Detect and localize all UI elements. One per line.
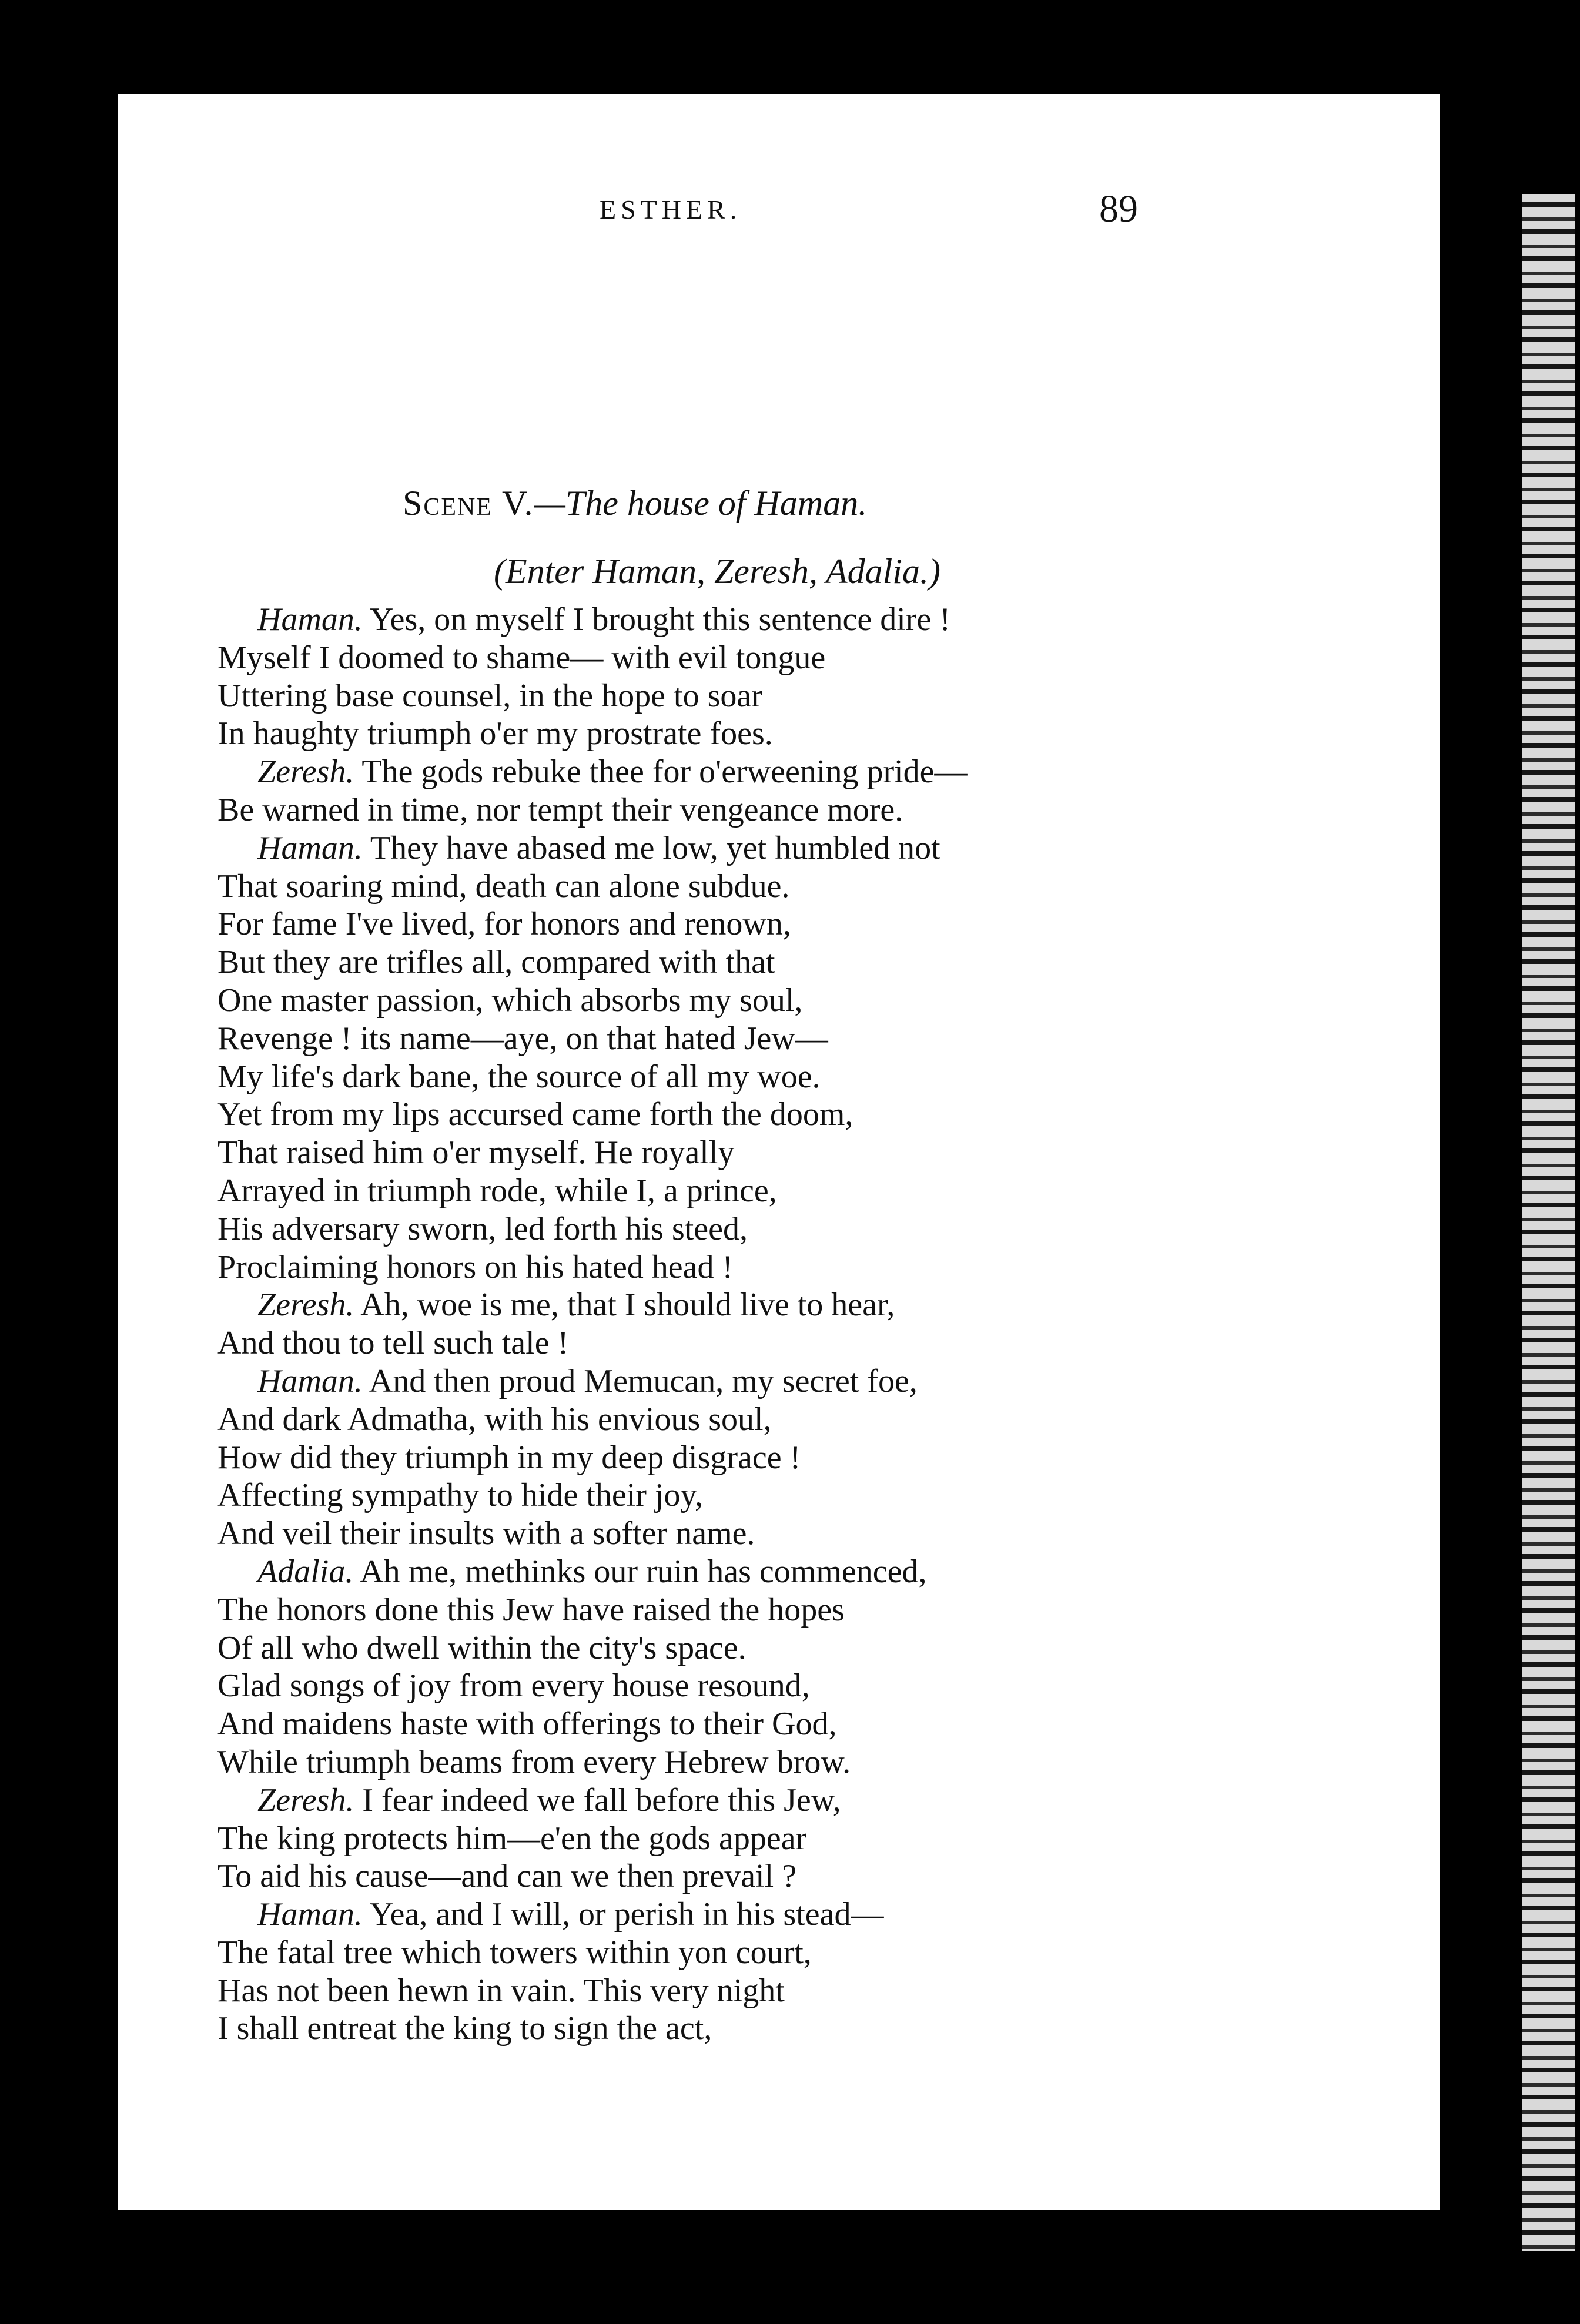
stage-direction: (Enter Haman, Zeresh, Adalia.): [494, 552, 940, 591]
verse-line: [217, 1705, 1170, 1743]
line-text: Yet from my lips accursed came forth the doom,: [217, 1096, 853, 1133]
line-text: The king protects him—e'en the gods appear: [217, 1820, 807, 1857]
verse-line: [217, 715, 1170, 753]
line-text: And dark Admatha, with his envious soul,: [217, 1401, 772, 1438]
speaker-name: Haman.: [257, 1362, 363, 1399]
line-text: Affecting sympathy to hide their joy,: [217, 1477, 703, 1514]
line-text: In haughty triumph o'er my prostrate foes.: [217, 715, 773, 752]
line-text: Revenge ! its name—aye, on that hated Jew—: [217, 1020, 828, 1057]
line-text: And thou to tell such tale !: [217, 1325, 569, 1362]
line-text: Of all who dwell within the city's space.: [217, 1629, 747, 1666]
verse-text: [217, 601, 1170, 2048]
verse-line: [217, 1096, 1170, 1134]
verse-line: [217, 1210, 1170, 1248]
line-text: Proclaiming honors on his hated head !: [217, 1248, 734, 1285]
running-head: [118, 94, 1440, 230]
verse-line: [217, 1058, 1170, 1096]
verse-line: [217, 1439, 1170, 1477]
line-text: They have abased me low, yet humbled not: [362, 829, 940, 866]
verse-line: [217, 829, 1170, 868]
line-text: And then proud Memucan, my secret foe,: [362, 1362, 918, 1399]
speaker-name: Zeresh.: [257, 1781, 354, 1819]
line-text: Uttering base counsel, in the hope to soar: [217, 677, 762, 714]
line-text: Glad songs of joy from every house resound,: [217, 1667, 810, 1705]
verse-line: [217, 1553, 1170, 1591]
line-text: To aid his cause—and can we then prevail ?: [217, 1858, 797, 1895]
line-text: Be warned in time, nor tempt their vengeance more.: [217, 791, 903, 828]
verse-line: [217, 1857, 1170, 1896]
line-text: For fame I've lived, for honors and renown,: [217, 906, 791, 943]
line-text: I fear indeed we fall before this Jew,: [354, 1781, 841, 1819]
speaker-name: Haman.: [257, 829, 363, 866]
verse-line: [217, 1972, 1170, 2010]
verse-line: [217, 1134, 1170, 1172]
line-text: The honors done this Jew have raised the hopes: [217, 1591, 845, 1628]
verse-line: [217, 1743, 1170, 1781]
line-text: And veil their insults with a softer name.: [217, 1515, 755, 1552]
verse-line: [217, 1401, 1170, 1439]
verse-line: [217, 1896, 1170, 1934]
verse-line: [217, 639, 1170, 677]
line-text: Myself I doomed to shame— with evil tongue: [217, 639, 826, 676]
line-text: Ah me, methinks our ruin has commenced,: [353, 1553, 927, 1590]
line-text: Yea, and I will, or perish in his stead—: [362, 1896, 884, 1933]
verse-line: [217, 601, 1170, 639]
verse-line: [217, 1020, 1170, 1058]
running-title: ESTHER.: [600, 195, 742, 225]
scene-label: Scene V.: [403, 484, 534, 523]
line-text: How did they triumph in my deep disgrace !: [217, 1439, 801, 1476]
line-text: But they are trifles all, compared with that: [217, 944, 775, 981]
line-text: That raised him o'er myself. He royally: [217, 1134, 735, 1171]
line-text: While triumph beams from every Hebrew brow.: [217, 1743, 851, 1780]
verse-line: [217, 1934, 1170, 1972]
speaker-name: Zeresh.: [257, 754, 354, 791]
verse-line: [217, 791, 1170, 829]
book-page: [118, 94, 1440, 2210]
line-text: And maidens haste with offerings to their God,: [217, 1706, 837, 1743]
verse-line: [217, 1629, 1170, 1667]
scene-place: —The house of Haman.: [534, 484, 868, 523]
verse-line: [217, 1515, 1170, 1553]
speaker-name: Haman.: [257, 1896, 363, 1933]
line-text: Yes, on myself I brought this sentence dire !: [362, 601, 950, 638]
line-text: I shall entreat the king to sign the act,: [217, 2010, 712, 2047]
page-edge-shadow: [1522, 194, 1575, 2251]
verse-line: [217, 1781, 1170, 1820]
verse-line: [217, 1362, 1170, 1401]
line-text: One master passion, which absorbs my soul,: [217, 982, 803, 1019]
verse-line: [217, 868, 1170, 906]
scene-heading: [403, 483, 867, 524]
verse-line: [217, 1286, 1170, 1324]
speaker-name: Zeresh.: [257, 1287, 354, 1324]
line-text: That soaring mind, death can alone subdue.: [217, 868, 790, 905]
verse-line: [217, 753, 1170, 791]
line-text: The fatal tree which towers within yon court,: [217, 1934, 812, 1971]
verse-line: [217, 2010, 1170, 2048]
verse-line: [217, 1248, 1170, 1287]
speaker-name: Adalia.: [257, 1553, 354, 1590]
speaker-name: Haman.: [257, 601, 363, 638]
verse-line: [217, 943, 1170, 982]
line-text: Has not been hewn in vain. This very night: [217, 1972, 785, 2009]
line-text: The gods rebuke thee for o'erweening pride—: [354, 754, 968, 791]
page-number: 89: [1099, 187, 1138, 230]
verse-line: [217, 677, 1170, 715]
verse-line: [217, 1476, 1170, 1515]
line-text: Ah, woe is me, that I should live to hear,: [354, 1287, 895, 1324]
line-text: Arrayed in triumph rode, while I, a prince,: [217, 1172, 777, 1209]
verse-line: [217, 1591, 1170, 1629]
verse-line: [217, 905, 1170, 943]
verse-line: [217, 1667, 1170, 1705]
line-text: His adversary sworn, led forth his steed,: [217, 1210, 748, 1247]
line-text: My life's dark bane, the source of all my woe.: [217, 1058, 821, 1095]
verse-line: [217, 1820, 1170, 1858]
verse-line: [217, 1324, 1170, 1362]
verse-line: [217, 982, 1170, 1020]
verse-line: [217, 1172, 1170, 1210]
